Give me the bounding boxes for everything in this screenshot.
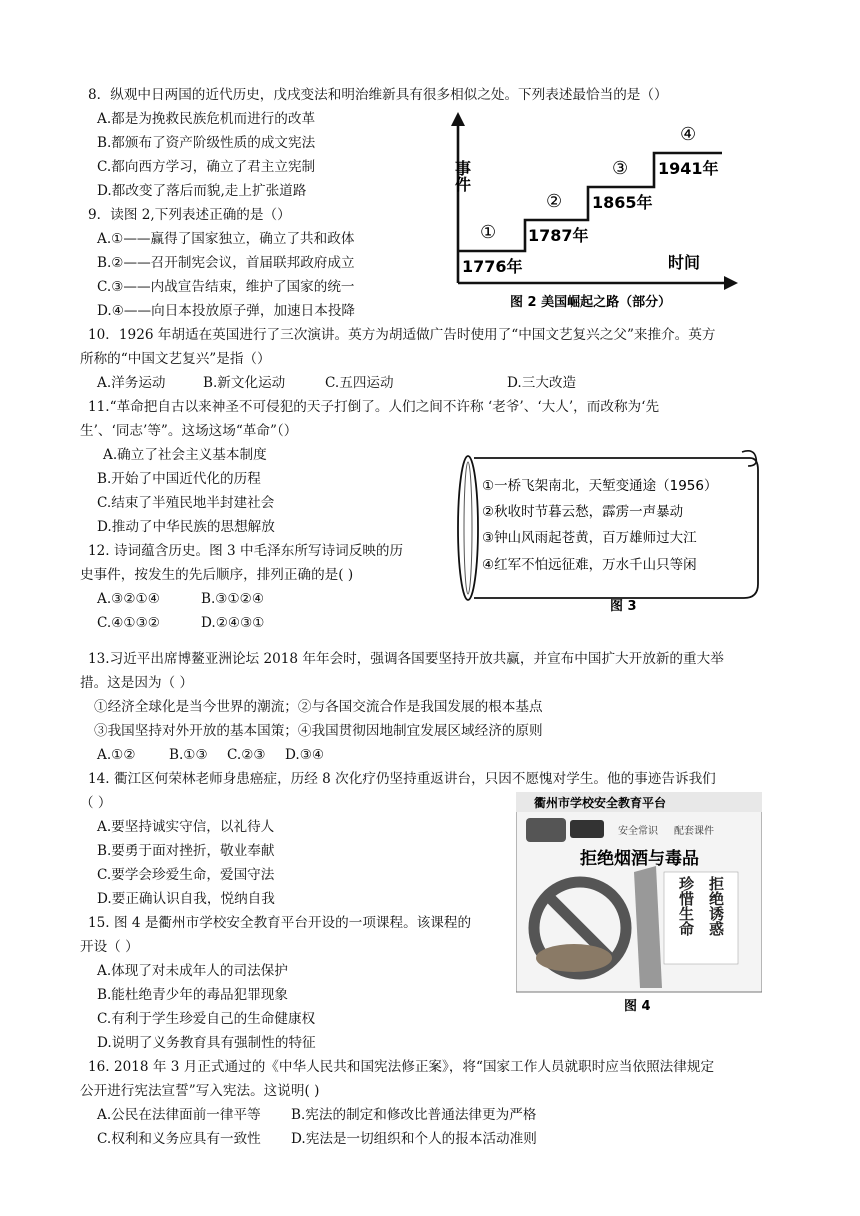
q15-option-b: B.能杜绝青少年的毒品犯罪现象 [97, 987, 289, 1003]
q11-option-b: B.开始了中国近代化的历程 [97, 471, 261, 487]
q12-line-1: 12. 诗词蕴含历史。图 3 中毛泽东所写诗词反映的历 [88, 543, 404, 559]
y-axis-arrow [451, 112, 465, 126]
step-4-year: 1941年 [658, 159, 719, 178]
course-badge-icon [570, 820, 604, 838]
figure-3-scroll [452, 448, 766, 614]
q8-option-c: C.都向西方学习，确立了君主立宪制 [97, 159, 316, 175]
q14-option-b: B.要勇于面对挫折，敬业奉献 [97, 843, 275, 859]
q10-option-c: C.五四运动 [325, 375, 394, 391]
q14-option-d: D.要正确认识自我，悦纳自我 [97, 891, 275, 907]
q10-line-2: 所称的“中国文艺复兴”是指（） [80, 351, 271, 367]
q15-option-c: C.有利于学生珍爱自己的生命健康权 [97, 1011, 316, 1027]
q12-option-d: D.②④③① [201, 615, 265, 631]
q8-option-a: A.都是为挽救民族危机而进行的改革 [97, 111, 316, 127]
q13-options [97, 746, 324, 764]
poster-slogan-2: 珍惜生命 [677, 876, 695, 936]
q16-options-row-2 [97, 1130, 537, 1148]
q8-option-b: B.都颁布了资产阶级性质的成文宪法 [97, 135, 316, 151]
q13-option-d: D.③④ [285, 747, 325, 763]
q16-option-c: C.权利和义务应具有一致性 [97, 1131, 261, 1147]
q10-option-a: A.洋务运动 [97, 375, 166, 391]
q9-option-d: D.④——向日本投放原子弹，加速日本投降 [97, 303, 356, 319]
q16-option-d: D.宪法是一切组织和个人的报本活动准则 [291, 1131, 537, 1147]
q14-line-1: 14. 衢江区何荣林老师身患癌症，历经 8 次化疗仍坚持重返讲台，只因不愿愧对学生。他的事迹告诉我们 [88, 771, 716, 787]
q13-statement-2: ③我国坚持对外开放的基本国策；④我国贯彻因地制宜发展区域经济的原则 [94, 723, 543, 739]
figure-4-poster [516, 792, 762, 1016]
q12-options-row-1 [97, 590, 264, 608]
q8-option-d: D.都改变了落后而貌,走上扩张道路 [97, 183, 307, 199]
q13-option-a: A.①② [97, 747, 136, 763]
figure-4-caption: 图 4 [624, 999, 651, 1014]
q14-option-a: A.要坚持诚实守信，以礼待人 [97, 819, 275, 835]
q9-option-b: B.②——召开制宪会议，首届联邦政府成立 [97, 255, 355, 271]
q12-option-a: A.③②①④ [97, 591, 160, 607]
q14-line-2: （ ） [80, 795, 112, 811]
q13-statement-1: ①经济全球化是当今世界的潮流；②与各国交流合作是我国发展的根本基点 [94, 699, 543, 715]
fig3-line-4: ④红军不怕远征难，万水千山只等闲 [482, 557, 697, 573]
q10-option-b: B.新文化运动 [203, 375, 286, 391]
q11-line-1: 11.“革命把自古以来神圣不可侵犯的天子打倒了。人们之间不许称 ‘老爷’、‘大人’，而改称为‘先 [88, 399, 660, 415]
step-1-marker: ① [480, 222, 497, 243]
q12-line-2: 史事件，按发生的先后顺序，排列正确的是( ) [80, 567, 354, 583]
step-2-year: 1787年 [528, 226, 589, 245]
fig3-line-3: ③钟山风雨起苍黄，百万雄师过大江 [482, 530, 697, 546]
x-axis-label: 时间 [668, 253, 701, 272]
pills-pile-icon [536, 944, 612, 972]
poster-platform-name: 衢州市学校安全教育平台 [534, 796, 667, 810]
x-axis-arrow [724, 276, 738, 290]
q10-options [97, 374, 576, 392]
q8-stem: 8．纵观中日两国的近代历史，戊戌变法和明治维新具有很多相似之处。下列表述最恰当的是（） [88, 87, 668, 103]
step-3-year: 1865年 [592, 193, 653, 212]
poster-slogan-1: 拒绝诱惑 [707, 876, 725, 936]
q12-option-b: B.③①②④ [201, 591, 265, 607]
q16-option-b: B.宪法的制定和修改比普通法律更为严格 [291, 1107, 537, 1123]
q10-line-1: 10．1926 年胡适在英国进行了三次演讲。英方为胡适做广告时使用了“中国文艺复兴之父”来推介。英方 [88, 327, 716, 343]
figure-2-staircase [440, 108, 750, 316]
q16-line-1: 16. 2018 年 3 月正式通过的《中华人民共和国宪法修正案》，将“国家工作人员就职时应当依照法律规定 [88, 1059, 715, 1075]
q11-line-2: 生’、‘同志’等”。这场这场“革命”（） [80, 423, 298, 439]
step-2-marker: ② [546, 191, 563, 212]
q13-option-c: C.②③ [227, 747, 266, 763]
q15-option-d: D.说明了义务教育具有强制性的特征 [97, 1035, 316, 1051]
q12-option-c: C.④①③② [97, 615, 160, 631]
q16-line-2: 公开进行宪法宣誓”写入宪法。这说明( ) [80, 1083, 320, 1099]
q14-option-c: C.要学会珍爱生命，爱国守法 [97, 867, 275, 883]
q9-option-a: A.①——赢得了国家独立，确立了共和政体 [97, 231, 355, 247]
q15-line-2: 开设（ ） [80, 939, 139, 955]
figure-2-caption: 图 2 美国崛起之路（部分） [510, 295, 672, 310]
figure-3-caption: 图 3 [610, 599, 637, 614]
y-axis-label: 事件 [452, 160, 472, 192]
q15-line-1: 15. 图 4 是衢州市学校安全教育平台开设的一项课程。该课程的 [88, 915, 472, 931]
q13-option-b: B.①③ [169, 747, 208, 763]
q16-options-row-1 [97, 1106, 536, 1124]
step-3-marker: ③ [612, 158, 629, 179]
q9-stem: 9．读图 2,下列表述正确的是（） [88, 207, 291, 223]
q12-options-row-2 [97, 614, 264, 632]
fig3-line-1: ①一桥飞架南北，天堑变通途（1956） [482, 478, 718, 494]
course-logo-icon [526, 818, 566, 842]
q13-line-1: 13.习近平出席博鳌亚洲论坛 2018 年年会时，强调各国要坚持开放共赢，并宣布中国扩大开放新的重大举 [88, 651, 724, 667]
q16-option-a: A.公民在法律面前一律平等 [97, 1107, 261, 1123]
slogan-panel [664, 872, 738, 964]
poster-tab-1: 安全常识 [618, 826, 658, 837]
q13-line-2: 措。这是因为（ ） [80, 675, 194, 691]
poster-title: 拒绝烟酒与毒品 [580, 849, 699, 869]
fig3-line-2: ②秋收时节暮云愁，霹雳一声暴动 [482, 504, 684, 520]
q11-option-a: A.确立了社会主义基本制度 [103, 447, 267, 463]
q10-option-d: D.三大改造 [507, 375, 577, 391]
scroll-left-roll [458, 456, 478, 600]
q9-option-c: C.③——内战宣告结束，维护了国家的统一 [97, 279, 355, 295]
q11-option-c: C.结束了半殖民地半封建社会 [97, 495, 275, 511]
q15-option-a: A.体现了对未成年人的司法保护 [97, 963, 288, 979]
step-1-year: 1776年 [462, 257, 523, 276]
q11-option-d: D.推动了中华民族的思想解放 [97, 519, 275, 535]
step-4-marker: ④ [680, 124, 697, 145]
poster-tab-2: 配套课件 [674, 826, 714, 837]
